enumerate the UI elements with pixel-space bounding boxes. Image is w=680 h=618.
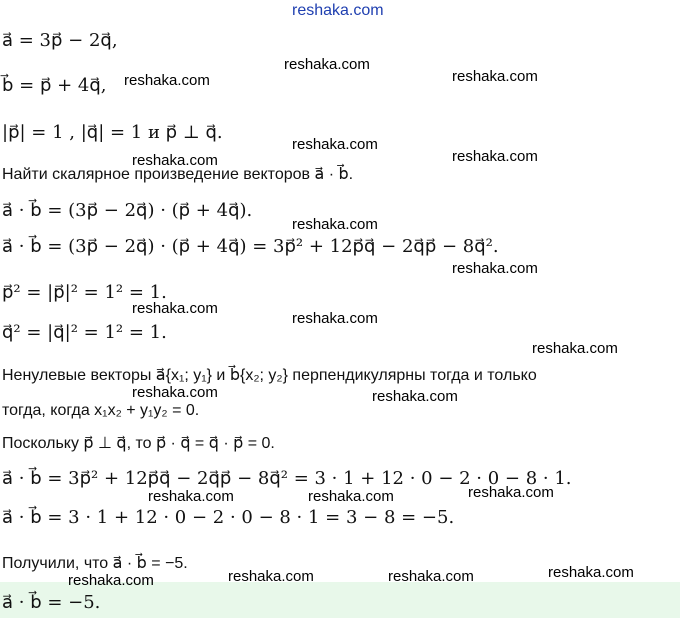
p-squared: p⃗² = |p⃗|² = 1² = 1.	[2, 282, 167, 303]
watermark: reshaka.com	[68, 572, 154, 589]
dot-product-setup: a⃗ · b⃗ = (3p⃗ − 2q⃗) · (p⃗ + 4q⃗).	[2, 200, 253, 221]
watermark: reshaka.com	[124, 72, 210, 89]
watermark: reshaka.com	[148, 488, 234, 505]
watermark: reshaka.com	[452, 68, 538, 85]
watermark: reshaka.com	[284, 56, 370, 73]
given-vector-a: a⃗ = 3p⃗ − 2q⃗,	[2, 30, 118, 51]
dot-product-expansion: a⃗ · b⃗ = (3p⃗ − 2q⃗) · (p⃗ + 4q⃗) = 3p⃗² + 12p⃗q⃗ − 2q⃗p⃗ − 8q⃗².	[2, 236, 499, 257]
site-header-watermark: reshaka.com	[292, 2, 384, 19]
perpendicular-rule-1: Ненулевые векторы a⃗{x₁; y₁} и b⃗{x₂; y₂} перпендикулярны тогда и только	[2, 367, 537, 384]
watermark: reshaka.com	[132, 300, 218, 317]
watermark: reshaka.com	[388, 568, 474, 585]
watermark: reshaka.com	[292, 216, 378, 233]
watermark: reshaka.com	[468, 484, 554, 501]
conclusion: Получили, что a⃗ · b⃗ = −5.	[2, 555, 188, 572]
substitution: a⃗ · b⃗ = 3p⃗² + 12p⃗q⃗ − 2q⃗p⃗ − 8q⃗² = 3 · 1 + 12 · 0 − 2 · 0 − 8 · 1.	[2, 468, 572, 489]
watermark: reshaka.com	[132, 384, 218, 401]
watermark: reshaka.com	[372, 388, 458, 405]
watermark: reshaka.com	[132, 152, 218, 169]
watermark: reshaka.com	[548, 564, 634, 581]
watermark: reshaka.com	[292, 136, 378, 153]
watermark: reshaka.com	[452, 148, 538, 165]
computation-result: a⃗ · b⃗ = 3 · 1 + 12 · 0 − 2 · 0 − 8 · 1 = 3 − 8 = −5.	[2, 507, 455, 528]
perpendicular-rule-2: тогда, когда x₁x₂ + y₁y₂ = 0.	[2, 402, 200, 419]
given-vector-b: b⃗ = p⃗ + 4q⃗,	[2, 75, 107, 96]
q-squared: q⃗² = |q⃗|² = 1² = 1.	[2, 322, 167, 343]
watermark: reshaka.com	[532, 340, 618, 357]
task-statement: Найти скалярное произведение векторов a⃗ · b⃗.	[2, 166, 354, 183]
watermark: reshaka.com	[452, 260, 538, 277]
watermark: reshaka.com	[292, 310, 378, 327]
given-conditions: |p⃗| = 1 , |q⃗| = 1 и p⃗ ⊥ q⃗.	[2, 122, 223, 143]
answer: a⃗ · b⃗ = −5.	[2, 592, 101, 613]
watermark: reshaka.com	[228, 568, 314, 585]
watermark: reshaka.com	[308, 488, 394, 505]
since-p-perp-q: Поскольку p⃗ ⊥ q⃗, то p⃗ · q⃗ = q⃗ · p⃗ = 0.	[2, 435, 275, 452]
